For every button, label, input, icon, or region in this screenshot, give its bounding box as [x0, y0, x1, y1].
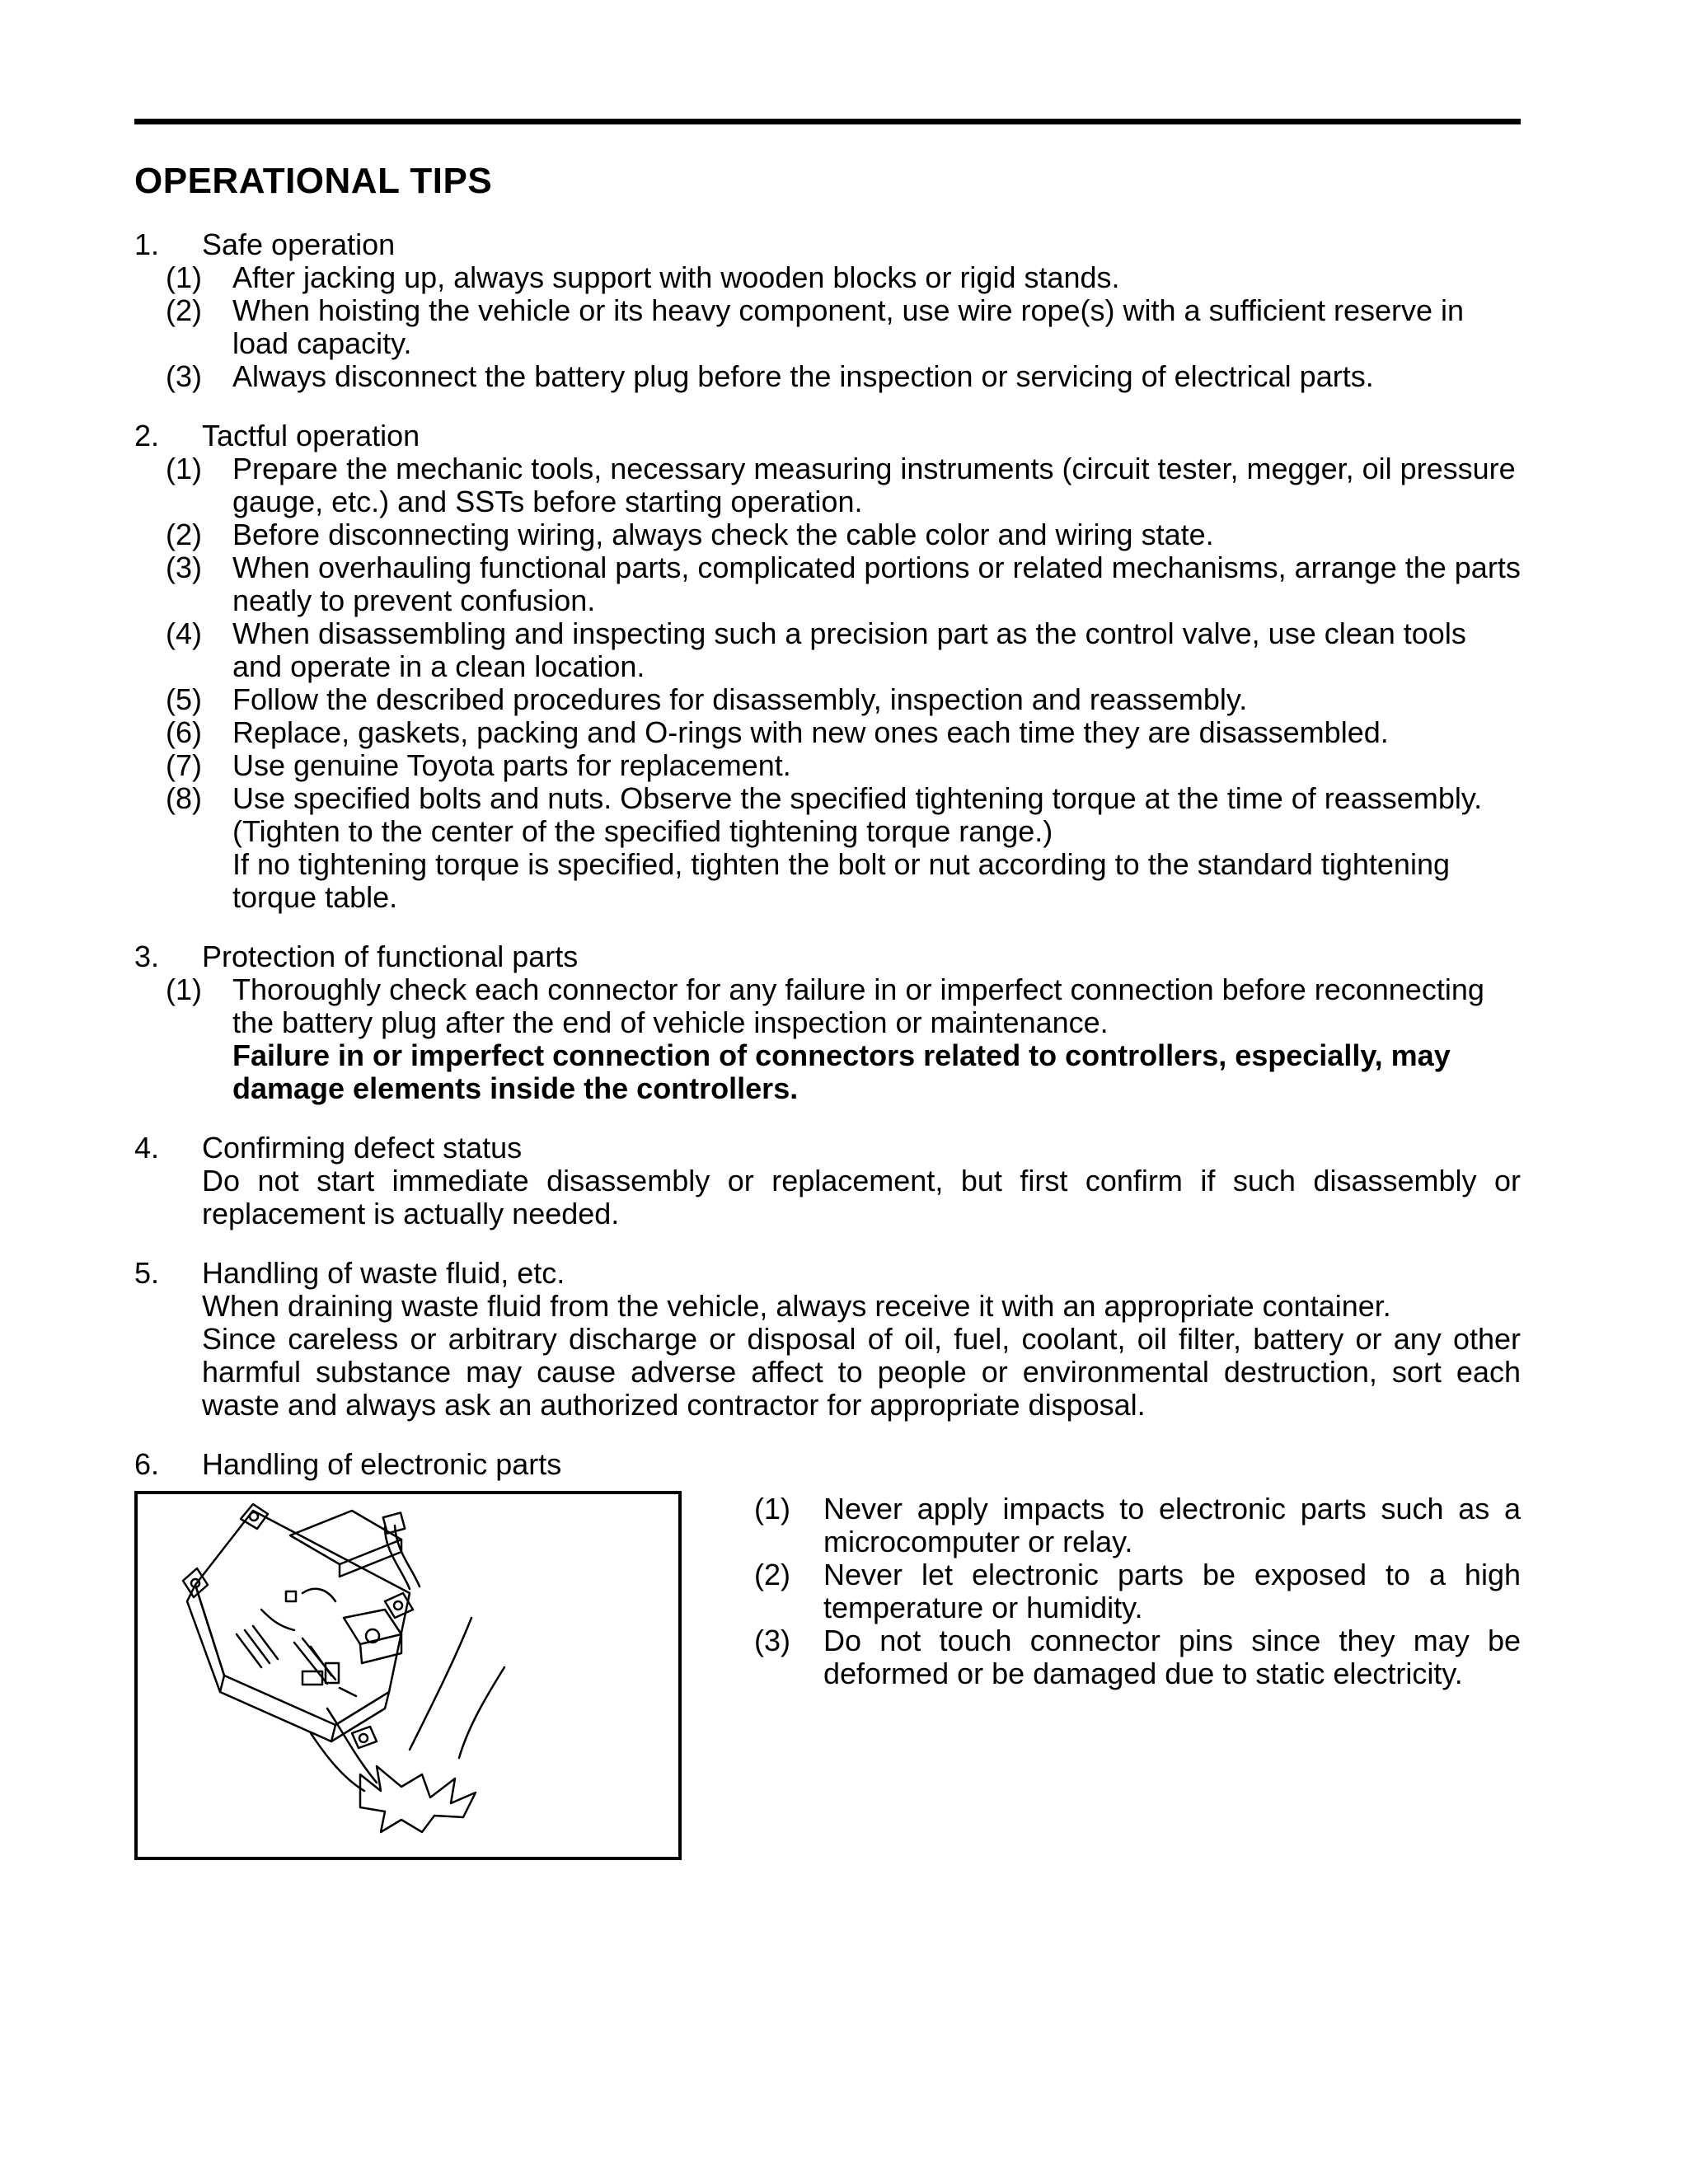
item-text: Replace, gaskets, packing and O-rings with new ones each time they are disassembled. — [232, 715, 1389, 749]
section-title: Protection of functional parts — [202, 940, 579, 973]
section-heading — [134, 228, 1521, 261]
item-number: (3) — [754, 1624, 790, 1657]
item-text: Do not touch connector pins since they may be deformed or be damaged due to static electricity. — [823, 1624, 1521, 1690]
item-text: Thoroughly check each connector for any failure in or imperfect connection before reconnecting the battery plug after the end of vehicle inspection or maintenance. — [232, 972, 1484, 1039]
item-number: (5) — [166, 682, 202, 716]
item-text: After jacking up, always support with wooden blocks or rigid stands. — [232, 260, 1120, 294]
section-2 — [134, 419, 1521, 914]
section-heading — [134, 940, 1521, 973]
section-heading — [134, 1448, 1521, 1481]
list-item — [754, 1624, 1521, 1690]
warning-text: Failure in or imperfect connection of connectors related to controllers, especially, may damage elements inside the controllers. — [232, 1038, 1451, 1105]
item-number: (6) — [166, 715, 202, 749]
section-body: Do not start immediate disassembly or replacement, but first confirm if such disassembly or replacement is actually needed. — [202, 1164, 1521, 1230]
top-rule — [134, 119, 1521, 124]
item-text: When hoisting the vehicle or its heavy component, use wire rope(s) with a sufficient reserve in load capacity. — [232, 293, 1465, 360]
item-number: (7) — [166, 748, 202, 782]
list-item — [166, 452, 1521, 518]
electronic-part-illustration — [134, 1491, 682, 1860]
section-5 — [134, 1257, 1521, 1422]
section-number: 3. — [134, 940, 160, 973]
item-extra-text: If no tightening torque is specified, tighten the bolt or nut according to the standard tightening torque table. — [232, 847, 1450, 914]
list-item — [166, 973, 1521, 1105]
item-list — [134, 973, 1521, 1105]
item-number: (2) — [166, 518, 202, 551]
section-heading — [134, 419, 1521, 452]
list-item — [166, 294, 1521, 360]
item-text: When overhauling functional parts, complicated portions or related mechanisms, arrange the parts neatly to prevent confusion. — [232, 551, 1521, 617]
item-number: (1) — [754, 1492, 790, 1526]
item-number: (1) — [166, 452, 202, 485]
list-item — [166, 749, 1521, 782]
section-number: 6. — [134, 1447, 160, 1481]
section-3 — [134, 940, 1521, 1105]
section-4 — [134, 1132, 1521, 1230]
item-text: When disassembling and inspecting such a precision part as the control valve, use clean tools and operate in a clean location. — [232, 616, 1466, 683]
item-number: (3) — [166, 551, 202, 584]
item-list — [134, 261, 1521, 393]
section-title: Confirming defect status — [202, 1131, 523, 1165]
item-list — [754, 1493, 1521, 1690]
item-text: Prepare the mechanic tools, necessary measuring instruments (circuit tester, megger, oil pressure gauge, etc.) and SSTs before starting operation. — [232, 452, 1516, 518]
list-item — [166, 261, 1521, 294]
section-1 — [134, 228, 1521, 393]
section-heading — [134, 1132, 1521, 1165]
section-number: 4. — [134, 1131, 160, 1165]
item-text: Use specified bolts and nuts. Observe the specified tightening torque at the time of reassembly. (Tighten to the center of the specified tightening torque range.) — [232, 781, 1483, 848]
section-title: Tactful operation — [202, 419, 420, 452]
section-heading — [134, 1257, 1521, 1290]
list-item — [166, 716, 1521, 749]
section-body-2: Since careless or arbitrary discharge or disposal of oil, fuel, coolant, oil filter, battery or any other harmful substance may cause adverse affect to people or environmental destruction, sort each waste and always ask an authorized contractor for appropriate disposal. — [202, 1322, 1521, 1422]
item-text: Use genuine Toyota parts for replacement. — [232, 748, 791, 782]
list-item — [754, 1493, 1521, 1558]
item-number: (1) — [166, 972, 202, 1006]
item-number: (4) — [166, 616, 202, 650]
item-number: (2) — [166, 293, 202, 327]
section-number: 2. — [134, 419, 160, 452]
item-text: Always disconnect the battery plug before the inspection or servicing of electrical parts. — [232, 359, 1374, 393]
section-number: 1. — [134, 227, 160, 261]
controller-impact-drawing — [138, 1494, 678, 1857]
list-item — [754, 1558, 1521, 1624]
list-item — [166, 683, 1521, 716]
section-title: Handling of waste fluid, etc. — [202, 1256, 565, 1290]
item-number: (8) — [166, 781, 202, 815]
section-number: 5. — [134, 1256, 160, 1290]
section-6-body — [134, 1481, 1521, 1868]
content — [134, 228, 1521, 1895]
list-item — [166, 551, 1521, 617]
section-title: Safe operation — [202, 227, 396, 261]
section-body: When draining waste fluid from the vehicle, always receive it with an appropriate container. — [202, 1289, 1391, 1323]
item-text: Never apply impacts to electronic parts such as a microcomputer or relay. — [823, 1492, 1521, 1558]
item-text: Never let electronic parts be exposed to a high temperature or humidity. — [823, 1558, 1521, 1624]
list-item — [166, 360, 1521, 393]
item-number: (3) — [166, 359, 202, 393]
section-title: Handling of electronic parts — [202, 1447, 562, 1481]
item-text: Follow the described procedures for disassembly, inspection and reassembly. — [232, 682, 1248, 716]
list-item — [166, 782, 1521, 914]
page-title: OPERATIONAL TIPS — [134, 161, 493, 201]
item-text: Before disconnecting wiring, always check the cable color and wiring state. — [232, 518, 1214, 551]
item-list — [134, 452, 1521, 914]
list-item — [166, 518, 1521, 551]
section-6 — [134, 1448, 1521, 1868]
item-number: (2) — [754, 1558, 790, 1591]
list-item — [166, 617, 1521, 683]
item-number: (1) — [166, 260, 202, 294]
